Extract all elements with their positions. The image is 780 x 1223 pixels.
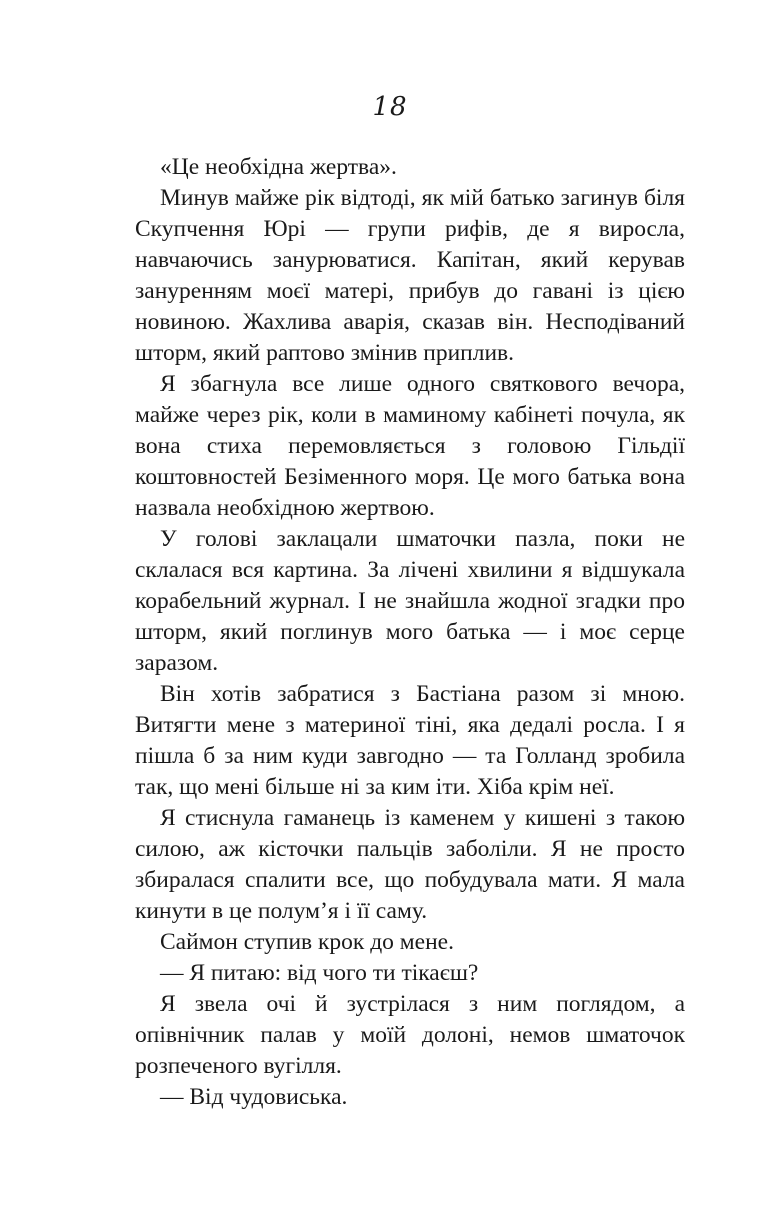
paragraph: — Від чудовиська. xyxy=(160,1084,348,1110)
paragraph: — Я питаю: від чого ти тікаєш? xyxy=(160,960,479,986)
paragraph: Минув майже рік відтоді, як мій батько загинув біля Скупчення Юрі — групи рифів, де я виросла, навчаючись занурюватися. Капітан, який керував зануренням моєї матері, прибув до гавані із цією новиною. Жахлива аварія, сказав він. Несподіваний шторм, який раптово змінив приплив. xyxy=(135,185,685,366)
paragraph: «Це необхідна жертва». xyxy=(160,154,397,180)
paragraph: Саймон ступив крок до мене. xyxy=(160,929,454,955)
paragraph: Я стиснула гаманець із каменем у кишені з такою силою, аж кісточки пальців заболіли. Я не просто збиралася спалити все, що побудувала мати. Я мала кинути в це полум’я і її саму. xyxy=(135,805,685,924)
page-number: 18 xyxy=(372,92,408,122)
paragraph: У голові заклацали шматочки пазла, поки не склалася вся картина. За лічені хвилини я відшукала корабельний журнал. І не знайшла жодної згадки про шторм, який поглинув мого батька — і моє серце заразом. xyxy=(135,526,685,676)
paragraph: Я звела очі й зустрілася з ним поглядом, а опівнічник палав у моїй долоні, немов шматочок розпеченого вугілля. xyxy=(135,991,685,1079)
paragraph: Я збагнула все лише одного святкового вечора, майже через рік, коли в маминому кабінеті почула, як вона стиха перемовляється з головою Гільдії коштовностей Безіменного моря. Це мого батька вона назвала необхідною жертвою. xyxy=(135,371,685,521)
paragraph: Він хотів забратися з Бастіана разом зі мною. Витягти мене з материної тіні, яка дедалі росла. І я пішла б за ним куди завгодно — та Голланд зробила так, що мені більше ні за ким іти. Хіба крім неї. xyxy=(135,681,685,800)
text-body xyxy=(135,152,685,1113)
